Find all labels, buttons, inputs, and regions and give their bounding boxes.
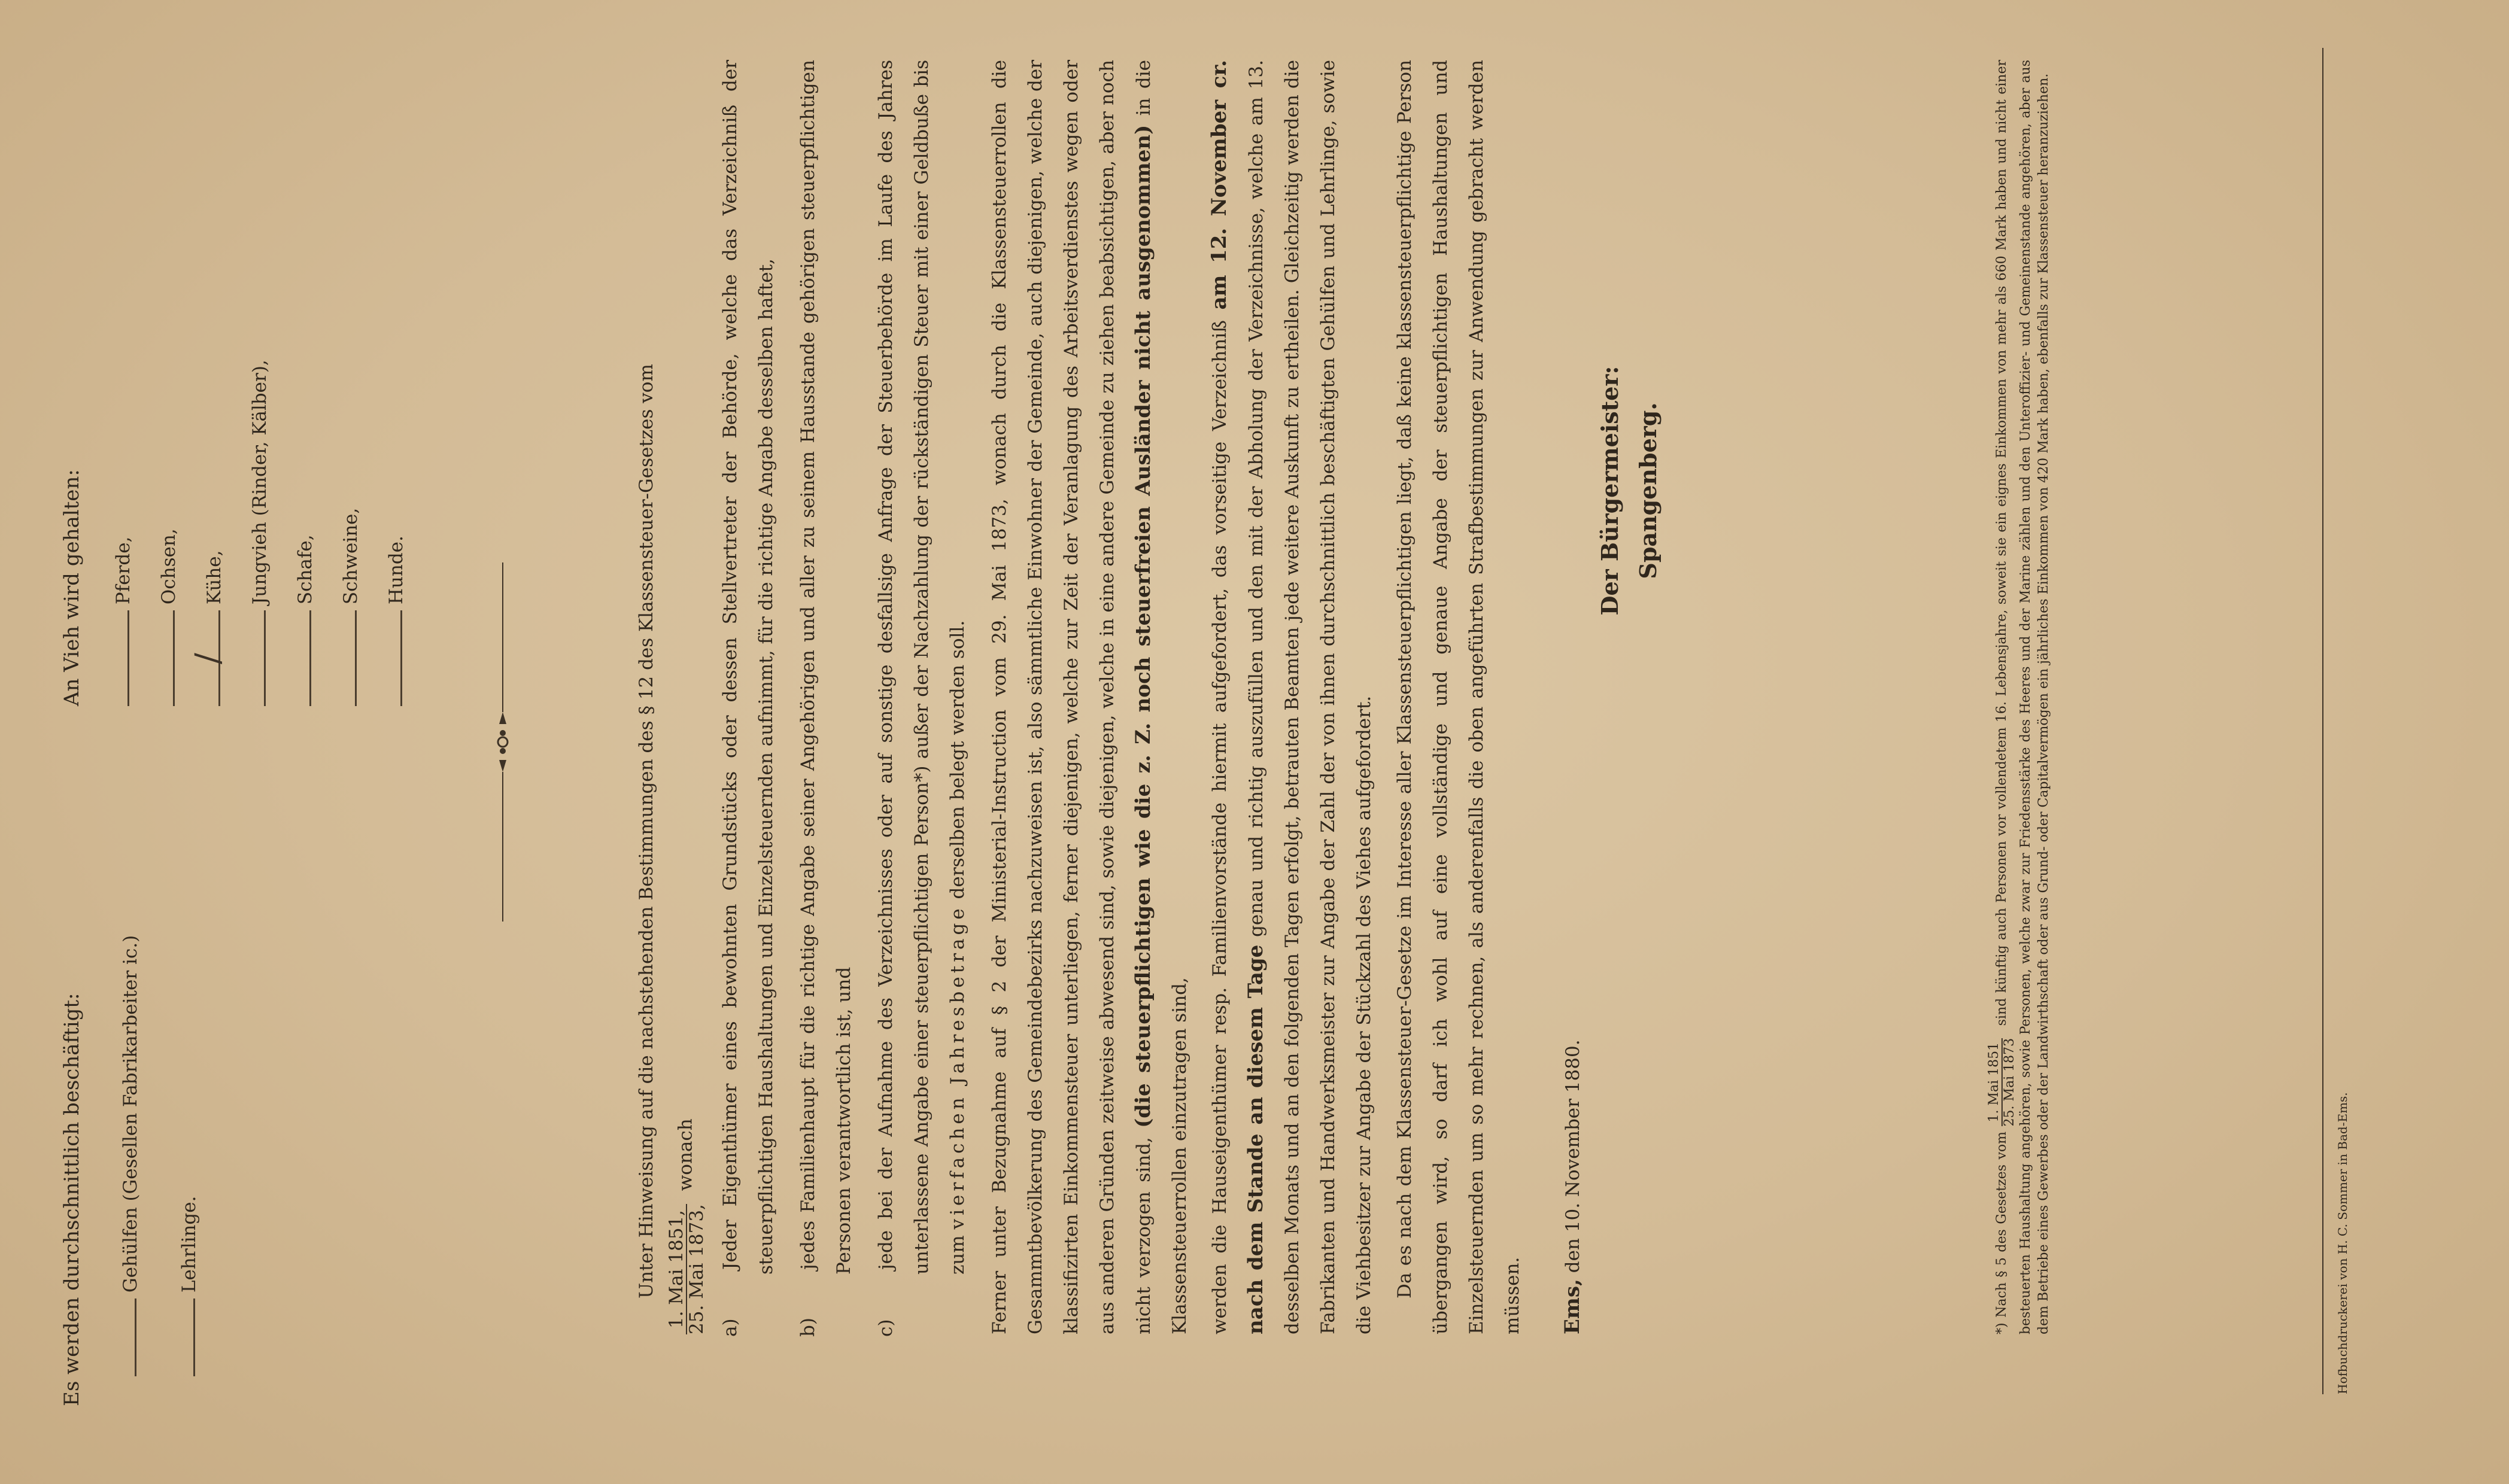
journeymen-label: Gehülfen (Gesellen Fabrikarbeiter ic.) bbox=[120, 935, 141, 1293]
livestock-row-dogs bbox=[373, 108, 419, 706]
werden-paragraph bbox=[1201, 60, 1382, 1334]
clause-c-emphasis: vierfachen Jahresbetrage bbox=[947, 905, 968, 1230]
livestock-row-horses bbox=[101, 108, 146, 706]
clause-c-text-a: jede bei der Aufnahme des Verzeichnisses oder auf sonstige desfallsige Anfrage der Steuerbehörde im Laufe des Jahres unterlassene Angabe einer steuerpflichtigen Person*) außer der Nachzahlung der rückständigen Steuer mit einer Geldbuße bis zum bbox=[875, 60, 968, 1275]
livestock-row-cows bbox=[189, 108, 237, 706]
livestock-heading: An Vieh wird gehalten: bbox=[60, 469, 84, 706]
law-date-denominator: 25. Mai 1873, bbox=[686, 1204, 707, 1334]
clause-c-label: c) bbox=[875, 1319, 897, 1337]
footnote-fraction-num: 1. Mai 1851 bbox=[1987, 1038, 2003, 1127]
clause-b bbox=[790, 60, 862, 1337]
pigs-label: Schweine, bbox=[340, 507, 362, 605]
clause-b-label: b) bbox=[797, 1318, 819, 1337]
werden-bold-date: am 12. November cr. nach dem Stande an diesem Tage bbox=[1207, 59, 1268, 1334]
young-cattle-label: Jungvieh (Rinder, Kälber), bbox=[249, 360, 271, 605]
clause-b-text: jedes Familienhaupt für die richtige Angabe seiner Angehörigen und aller zu seinem Hausstande gehörigen steuerpflichtigen Personen verantwortlich ist, und bbox=[797, 60, 855, 1275]
place-ems: Ems, bbox=[1560, 1279, 1584, 1334]
workers-section bbox=[54, 748, 207, 1406]
signature-title: Der Bürgermeister: bbox=[1596, 366, 1623, 616]
cows-handwritten-mark: / bbox=[189, 653, 227, 664]
printer-rule bbox=[2322, 48, 2323, 1394]
footnote-fraction bbox=[1987, 1038, 2017, 1127]
footnote-body: sind künftig auch Personen vor vollendetem 16. Lebensjahre, soweit sie ein eignes Einkommen von mehr als 660 Mark haben und nicht einer besteuerten Haushaltung angehören, sowie Personen, welche zwar zur Friedensstärke des Heeres und der Marine zählen und den Unteroffizier- und Gemeinenstande angehören, aber aus dem Betriebe eines Gewerbes oder der Landwirthschaft oder aus Grund- oder Capitalvermögen ein jährliches Einkommen von 420 Mark haben, ebenfalls zur Klassensteuer heranzuziehen. bbox=[1994, 59, 2051, 1334]
intro-paragraph bbox=[628, 60, 664, 1334]
divider-ornament-svg bbox=[491, 562, 515, 922]
livestock-row-pigs bbox=[328, 108, 373, 706]
footnote-fraction-den: 25. Mai 1873 bbox=[2002, 1038, 2017, 1127]
da-paragraph: Da es nach dem Klassensteuer-Gesetze im Interesse aller Klassensteuerpflichtigen liegt, daß keine klassensteuerpflichtige Person übergangen wird, so darf ich wohl auf eine vollständige und genaue Angabe der steuerpflichtigen Haushaltungen und Einzelsteuernden um so mehr rechnen, als anderenfalls die oben angeführten Strafbestimmungen zur Anwendung gebracht werden müssen. bbox=[1394, 60, 1523, 1334]
werden-text-a: werden die Hauseigenthümer resp. Familienvorstände hiermit aufgefordert, das vorseitige Verzeichniß bbox=[1209, 309, 1231, 1334]
journeymen-blank-line[interactable] bbox=[135, 1298, 136, 1376]
werden-text-c: genau und richtig auszufüllen und den mit der Abholung der Verzeichnisse, welche am 13. desselben Monats und an den folgenden Tagen erfolgt, betrauten Beamten jede weitere Auskunft zu ertheilen. Gleichzeitig werden die Fabrikanten und Handwerksmeister zur Angabe der Zahl der von ihnen durchschnittlich beschäftigten Gehülfen und Lehrlinge, sowie die Viehbesitzer zur Angabe der Stückzahl des Viehes aufgefordert. bbox=[1246, 60, 1375, 1334]
apprentices-label: Lehrlinge. bbox=[178, 1196, 200, 1293]
apprentices-blank-line[interactable] bbox=[193, 1298, 195, 1376]
footnote-text bbox=[1987, 60, 2053, 1334]
printer-imprint: Hofbuchdruckerei von H. C. Sommer in Bad-Ems. bbox=[2335, 1092, 2350, 1394]
place-date-line bbox=[1554, 60, 1591, 1334]
cows-label: Kühe, bbox=[203, 550, 225, 605]
sheep-label: Schafe, bbox=[294, 534, 316, 605]
issue-date: den 10. November 1880. bbox=[1562, 1039, 1584, 1273]
dogs-blank-line[interactable] bbox=[400, 610, 402, 706]
horses-label: Pferde, bbox=[113, 536, 134, 605]
livestock-row-sheep bbox=[283, 108, 328, 706]
livestock-list bbox=[101, 108, 419, 706]
footnote-star: *) Nach § 5 des Gesetzes vom bbox=[1994, 1132, 2009, 1334]
oxen-blank-line[interactable] bbox=[173, 610, 175, 706]
young-cattle-blank-line[interactable] bbox=[264, 610, 266, 706]
intro-lead: Unter Hinweisung auf die nachstehenden Bestimmungen des § 12 des Klassensteuer-Gesetzes vom bbox=[636, 364, 657, 1298]
clause-a bbox=[712, 60, 784, 1337]
ferner-text: Ferner unter Bezugnahme auf § 2 der Ministerial-Instruction vom 29. Mai 1873, wonach durch die Klassensteuerrollen die Gesammtbevölkerung des Gemeindebezirks nachzuweisen ist, also sämmtliche Einwohner der Gemeinde, auch diejenigen, welche der klassifizirten Einkommensteuer unterliegen, ferner diejenigen, welche zur Zeit der Veranlagung des Arbeitsverdienstes wegen oder aus anderen Gründen zeitweise abwesend sind, sowie diejenigen, welche in eine andere Gemeinde zu ziehen beabsichtigen, aber noch nicht verzogen sind, bbox=[989, 60, 1155, 1334]
sheep-blank-line[interactable] bbox=[309, 610, 311, 706]
clause-a-text: Jeder Eigenthümer eines bewohnten Grundstücks oder dessen Stellvertreter der Behörde, welche das Verzeichniß der steuerpflichtigen Haushaltungen und Einzelsteuernden aufnimmt, für die richtige Angabe desselben haftet, bbox=[719, 60, 777, 1275]
clause-c bbox=[868, 60, 976, 1337]
signature-block bbox=[1591, 335, 1667, 646]
livestock-section bbox=[54, 108, 419, 706]
workers-row-apprentices bbox=[171, 748, 207, 1406]
horses-blank-line[interactable] bbox=[127, 610, 129, 706]
livestock-row-oxen bbox=[146, 108, 192, 706]
ornamental-divider bbox=[491, 562, 515, 922]
signature-name: Spangenberg. bbox=[1635, 402, 1661, 579]
main-body bbox=[628, 59, 1667, 1337]
livestock-row-young-cattle bbox=[237, 108, 283, 706]
dogs-label: Hunde. bbox=[385, 536, 407, 605]
ferner-end: in die Klassensteuerrollen einzutragen sind, bbox=[1133, 59, 1190, 1334]
clause-c-text-c: derselben belegt werden soll. bbox=[947, 620, 968, 905]
workers-row-journeymen bbox=[113, 748, 148, 1406]
clause-a-label: a) bbox=[719, 1318, 741, 1337]
law-date-fraction bbox=[667, 1204, 706, 1334]
pigs-blank-line[interactable] bbox=[355, 610, 357, 706]
ferner-paragraph bbox=[982, 60, 1198, 1334]
ferner-bold: (die steuerpflichtigen wie die z. Z. noch steuerfreien Ausländer nicht ausgenommen) bbox=[1131, 124, 1155, 1128]
oxen-label: Ochsen, bbox=[158, 528, 180, 605]
intro-fraction-line bbox=[667, 60, 706, 1334]
footnote-block bbox=[1987, 60, 2053, 1334]
intro-wonach: wonach bbox=[675, 1118, 697, 1191]
law-date-numerator: 1. Mai 1851, bbox=[667, 1204, 687, 1334]
workers-heading: Es werden durchschnittlich beschäftigt: bbox=[60, 993, 84, 1406]
